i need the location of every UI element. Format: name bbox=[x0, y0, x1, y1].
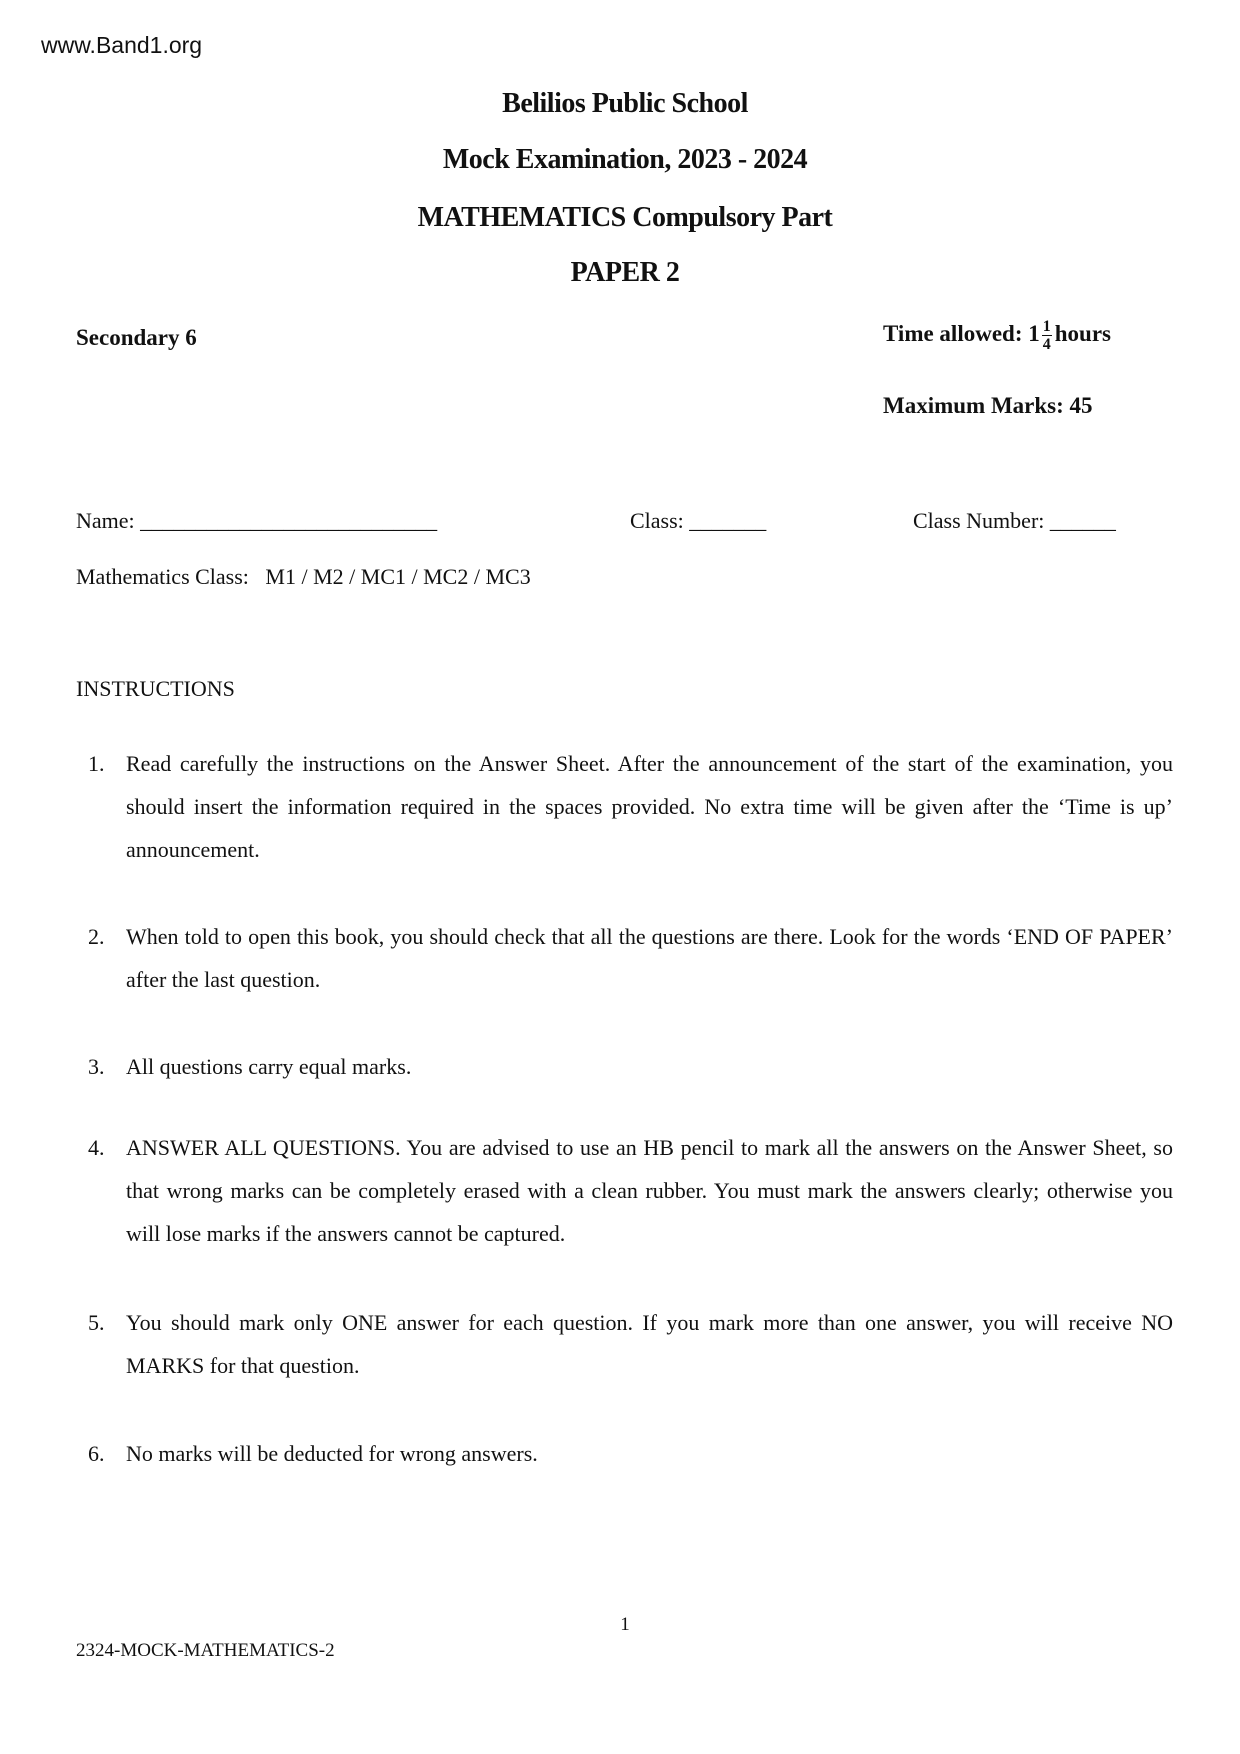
item-number: 2. bbox=[88, 924, 105, 949]
time-fraction bbox=[1042, 318, 1052, 353]
max-marks: Maximum Marks: 45 bbox=[883, 393, 1093, 418]
item-text: No marks will be deducted for wrong answers. bbox=[126, 1441, 538, 1466]
watermark: www.Band1.org bbox=[41, 32, 203, 58]
item-number: 6. bbox=[88, 1441, 105, 1466]
instruction-item bbox=[88, 1126, 1173, 1255]
subject-title: MATHEMATICS Compulsory Part bbox=[417, 202, 833, 233]
class-field[interactable]: Class: _______ bbox=[630, 508, 767, 533]
name-field[interactable]: Name: ___________________________ bbox=[76, 508, 438, 533]
instruction-item bbox=[88, 1432, 1173, 1475]
item-number: 4. bbox=[88, 1135, 105, 1160]
item-text: ANSWER ALL QUESTIONS. You are advised to use an HB pencil to mark all the answers on the Answer Sheet, so that wrong marks can be completely erased with a clean rubber. You must mark the answers clearly; otherwise you will lose marks if the answers cannot be captured. bbox=[126, 1135, 1173, 1246]
instruction-item bbox=[88, 1301, 1173, 1387]
item-number: 5. bbox=[88, 1310, 105, 1335]
time-label: Time allowed: bbox=[883, 320, 1023, 346]
school-name: Belilios Public School bbox=[502, 88, 748, 119]
item-text: You should mark only ONE answer for each question. If you mark more than one answer, you will receive NO MARKS for that question. bbox=[126, 1310, 1173, 1378]
instruction-item bbox=[88, 742, 1173, 871]
item-text: When told to open this book, you should check that all the questions are there. Look for the words ‘END OF PAPER’ after the last question. bbox=[126, 924, 1173, 992]
fraction-denominator: 4 bbox=[1042, 336, 1051, 353]
item-number: 3. bbox=[88, 1054, 105, 1079]
time-unit: hours bbox=[1054, 320, 1111, 346]
level: Secondary 6 bbox=[76, 325, 197, 350]
item-text: Read carefully the instructions on the Answer Sheet. After the announcement of the start of the examination, you should insert the information required in the spaces provided. No extra time will be given after the ‘Time is up’ announcement. bbox=[126, 751, 1173, 862]
paper-title: PAPER 2 bbox=[570, 257, 680, 288]
paper-code: 2324-MOCK-MATHEMATICS-2 bbox=[76, 1640, 335, 1661]
exam-title: Mock Examination, 2023 - 2024 bbox=[442, 144, 808, 175]
item-number: 1. bbox=[88, 751, 105, 776]
fraction-numerator: 1 bbox=[1042, 318, 1051, 335]
time-whole: 1 bbox=[1028, 320, 1040, 346]
item-text: All questions carry equal marks. bbox=[126, 1054, 412, 1079]
time-allowed bbox=[883, 318, 1111, 353]
math-class-field[interactable]: Mathematics Class: M1 / M2 / MC1 / MC2 / MC3 bbox=[76, 564, 531, 589]
instruction-item bbox=[88, 1045, 1173, 1088]
page-number: 1 bbox=[620, 1614, 630, 1635]
class-number-field[interactable]: Class Number: ______ bbox=[913, 508, 1116, 533]
instructions-heading: INSTRUCTIONS bbox=[76, 676, 235, 701]
instruction-item bbox=[88, 915, 1173, 1001]
